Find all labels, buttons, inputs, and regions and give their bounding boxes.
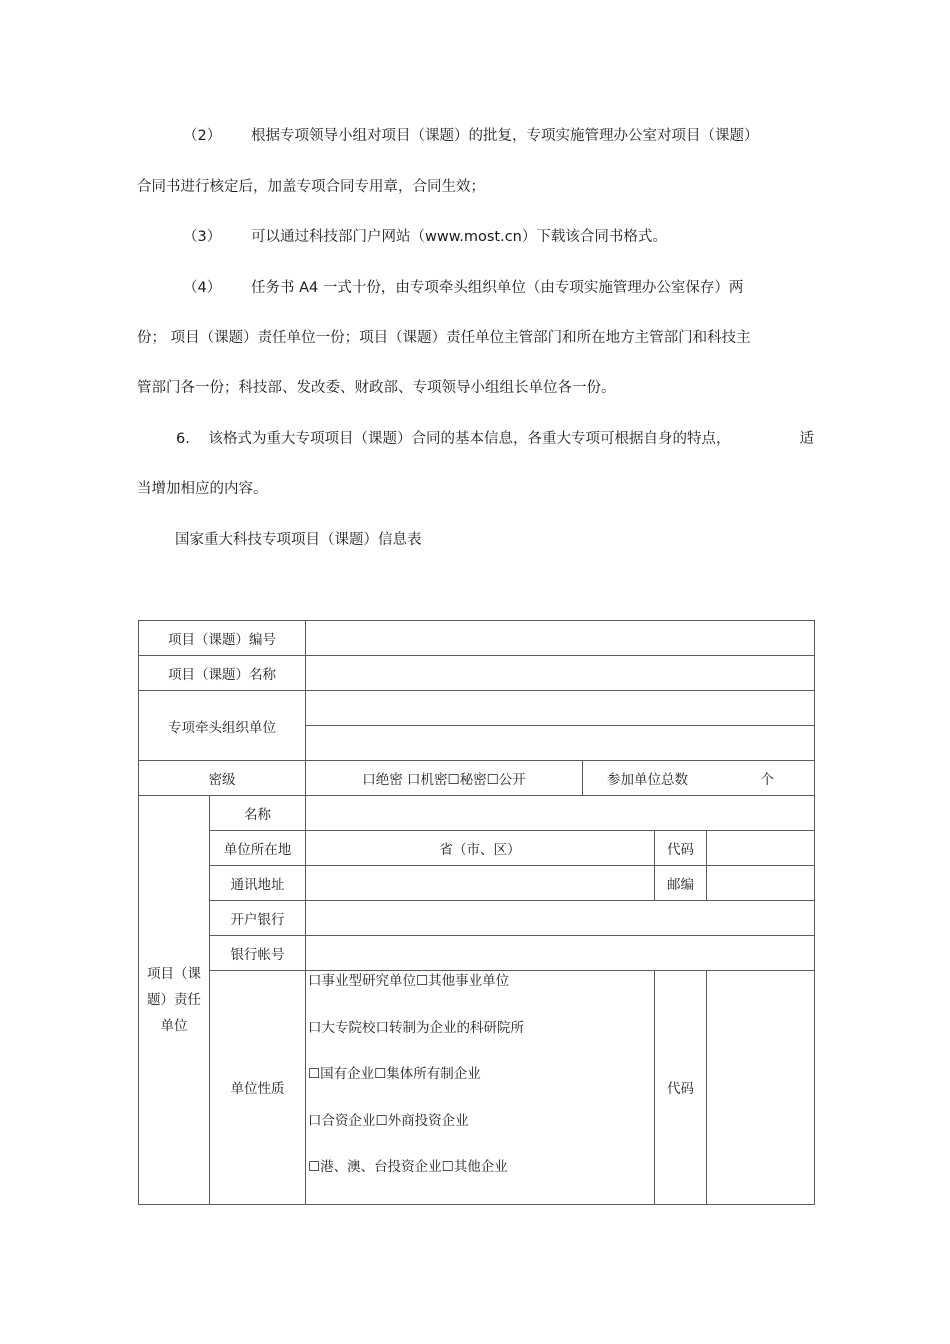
- row-account: [139, 936, 815, 971]
- para-6-tail: 适: [799, 431, 814, 447]
- nature-code-label: 代码: [655, 971, 707, 1205]
- participants-unit: 个: [760, 772, 774, 788]
- lead-org-field-1[interactable]: [306, 691, 815, 726]
- para-6-number: 6.: [176, 431, 190, 447]
- secrecy-options[interactable]: 口绝密 口机密☐秘密☐公开: [306, 761, 583, 796]
- nature-option-3[interactable]: ☐国有企业☐集体所有制企业: [308, 1066, 481, 1082]
- address-field[interactable]: [306, 866, 655, 901]
- row-address: [139, 866, 815, 901]
- nature-label: 单位性质: [210, 971, 306, 1205]
- para-4-line-3: 管部门各一份；科技部、发改委、财政部、专项领导小组组长单位各一份。: [137, 380, 616, 396]
- bank-label: 开户银行: [210, 901, 306, 936]
- location-code-field[interactable]: [707, 831, 815, 866]
- location-code-label: 代码: [655, 831, 707, 866]
- bank-field[interactable]: [306, 901, 815, 936]
- participants-label: 参加单位总数: [607, 772, 688, 788]
- nature-options[interactable]: [306, 971, 655, 1205]
- para-3-text: 可以通过科技部门户网站（www.most.cn）下载该合同书格式。: [251, 229, 667, 245]
- row-bank: [139, 901, 815, 936]
- para-4-line-2: 份； 项目（课题）责任单位一份；项目（课题）责任单位主管部门和所在地方主管部门和科技主: [137, 330, 751, 346]
- para-3-line-1: [183, 227, 667, 247]
- para-6-line-1: [176, 429, 814, 449]
- nature-option-2[interactable]: 口大专院校口转制为企业的科研院所: [308, 1019, 524, 1036]
- para-6-line-2: 当增加相应的内容。: [137, 481, 268, 497]
- para-2-text: 根据专项领导小组对项目（课题）的批复，专项实施管理办公室对项目（课题）: [251, 128, 759, 144]
- table-title: 国家重大科技专项项目（课题）信息表: [175, 532, 422, 548]
- para-2-line-2: 合同书进行核定后，加盖专项合同专用章，合同生效；: [137, 179, 485, 195]
- row-project-number: [139, 621, 815, 656]
- info-table: [138, 620, 815, 1205]
- postcode-field[interactable]: [707, 866, 815, 901]
- name-field[interactable]: [306, 796, 815, 831]
- nature-option-4[interactable]: 口合资企业☐外商投资企业: [308, 1112, 469, 1129]
- row-project-name: [139, 656, 815, 691]
- para-3-number: （3）: [183, 229, 222, 245]
- row-secrecy: [139, 761, 815, 796]
- participants-cell[interactable]: [583, 761, 815, 796]
- lead-org-label: 专项牵头组织单位: [139, 691, 306, 761]
- para-4-line-1: [183, 278, 744, 298]
- para-4-text: 任务书 A4 一式十份，由专项牵头组织单位（由专项实施管理办公室保存）两: [251, 280, 744, 296]
- nature-option-5[interactable]: ☐港、澳、台投资企业☐其他企业: [308, 1159, 508, 1175]
- project-number-field[interactable]: [306, 621, 815, 656]
- account-label: 银行帐号: [210, 936, 306, 971]
- row-lead-org-1: [139, 691, 815, 726]
- row-location: [139, 831, 815, 866]
- secrecy-label: 密级: [139, 761, 306, 796]
- location-label: 单位所在地: [210, 831, 306, 866]
- postcode-label: 邮编: [655, 866, 707, 901]
- project-name-label: 项目（课题）名称: [139, 656, 306, 691]
- project-number-label: 项目（课题）编号: [139, 621, 306, 656]
- responsible-unit-label: 项目（课题）责任单位: [139, 796, 210, 1205]
- lead-org-field-2[interactable]: [306, 726, 815, 761]
- address-label: 通讯地址: [210, 866, 306, 901]
- name-label: 名称: [210, 796, 306, 831]
- nature-code-field[interactable]: [707, 971, 815, 1205]
- row-nature: [139, 971, 815, 1205]
- row-name: [139, 796, 815, 831]
- project-name-field[interactable]: [306, 656, 815, 691]
- para-2-line-1: [183, 126, 759, 146]
- account-field[interactable]: [306, 936, 815, 971]
- nature-option-1[interactable]: 口事业型研究单位☐其他事业单位: [308, 973, 510, 989]
- location-field[interactable]: 省（市、区）: [306, 831, 655, 866]
- para-4-number: （4）: [183, 280, 222, 296]
- para-2-number: （2）: [183, 128, 222, 144]
- para-6-text: 该格式为重大专项项目（课题）合同的基本信息，各重大专项可根据自身的特点，: [208, 431, 731, 447]
